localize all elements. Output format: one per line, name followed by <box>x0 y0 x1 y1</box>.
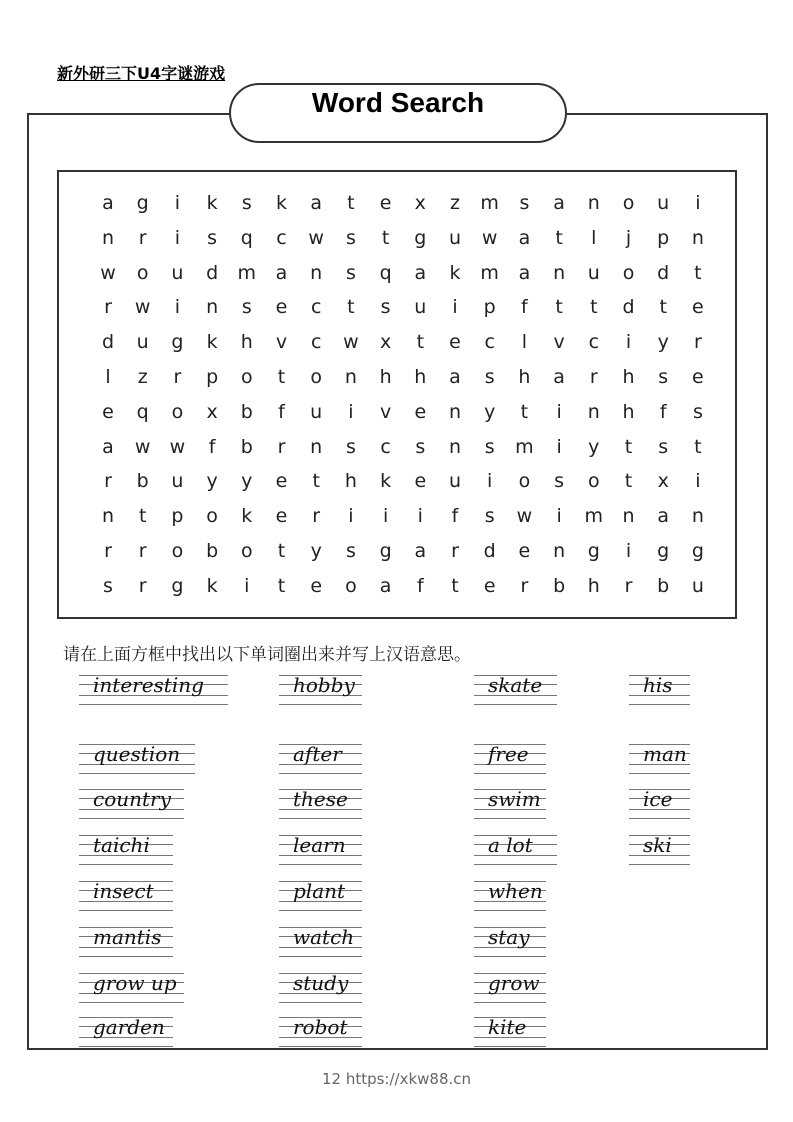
grid-letter: y <box>588 435 600 458</box>
vocab-word <box>279 831 362 867</box>
grid-letter: o <box>622 192 635 214</box>
grid-letter: e <box>483 574 496 597</box>
grid-letter: m <box>480 192 499 214</box>
grid-letter: i <box>556 400 562 423</box>
grid-letter: p <box>206 366 219 388</box>
grid-letter: u <box>310 400 323 423</box>
vocab-word-text: skate <box>488 673 543 697</box>
grid-letter: n <box>587 192 600 214</box>
vocab-word-text: learn <box>293 833 346 857</box>
grid-letter: d <box>622 296 635 319</box>
vocab-word-text: country <box>93 787 171 811</box>
grid-letter: w <box>481 226 498 249</box>
grid-letter: w <box>308 226 324 249</box>
grid-letter: e <box>692 296 704 319</box>
grid-letter: r <box>138 574 147 597</box>
grid-letter: f <box>208 435 216 458</box>
vocab-word-text: these <box>293 787 348 811</box>
grid-letter: v <box>553 331 565 354</box>
grid-letter: e <box>275 470 288 493</box>
vocab-word-text: man <box>643 742 687 766</box>
grid-letter: q <box>240 226 253 249</box>
vocab-word <box>474 923 546 959</box>
grid-letter: t <box>347 296 355 319</box>
word-search-grid <box>57 170 737 619</box>
grid-letter: e <box>692 366 704 388</box>
vocab-word-text: interesting <box>93 673 204 697</box>
vocab-word-text: taichi <box>93 833 150 857</box>
grid-letter: s <box>103 574 113 597</box>
grid-letter: e <box>518 540 531 562</box>
grid-letter: t <box>277 574 286 597</box>
grid-letter: m <box>584 505 604 528</box>
grid-letter: d <box>657 261 670 284</box>
vocab-word <box>474 969 546 1005</box>
grid-letter: n <box>448 435 462 458</box>
vocab-word <box>79 1013 173 1049</box>
grid-letter: o <box>206 505 218 528</box>
grid-letter: f <box>416 574 424 597</box>
vocab-word-text: swim <box>488 787 541 811</box>
grid-letter: i <box>382 505 389 528</box>
grid-letter: l <box>521 331 528 354</box>
grid-letter: h <box>622 400 635 423</box>
vocab-word-text: free <box>488 742 529 766</box>
grid-letter: a <box>553 366 565 388</box>
page-footer: 12 https://xkw88.cn <box>321 1070 472 1088</box>
grid-letter: o <box>518 470 531 493</box>
grid-letter: a <box>518 226 531 249</box>
grid-letter: t <box>277 366 286 388</box>
vocab-word <box>79 877 173 913</box>
grid-letter: t <box>555 296 563 319</box>
grid-letter: e <box>275 505 288 528</box>
grid-letter: h <box>379 366 392 388</box>
grid-letter: i <box>556 505 562 528</box>
grid-letter: s <box>484 505 495 528</box>
vocab-word-text: ice <box>643 787 673 811</box>
grid-letter: n <box>691 505 704 528</box>
grid-letter: i <box>244 574 250 597</box>
grid-letter: s <box>519 192 530 214</box>
vocab-word <box>474 740 546 776</box>
grid-letter: b <box>657 574 670 597</box>
grid-letter: r <box>589 366 598 388</box>
grid-letter: f <box>521 296 528 319</box>
grid-letter: l <box>591 226 597 249</box>
grid-letter: r <box>138 540 147 562</box>
grid-letter: i <box>174 192 181 214</box>
grid-letter: t <box>694 435 702 458</box>
grid-letter: h <box>344 470 357 493</box>
grid-letter: n <box>310 435 323 458</box>
grid-letter: g <box>171 331 184 354</box>
grid-letter: r <box>693 331 702 354</box>
grid-letter: n <box>553 261 566 284</box>
grid-letter: u <box>691 574 704 597</box>
grid-letter: r <box>520 574 529 597</box>
grid-letter: e <box>379 192 392 214</box>
grid-letter: g <box>171 574 184 597</box>
grid-letter: s <box>207 226 218 249</box>
grid-letter: x <box>379 331 392 354</box>
grid-letter: y <box>241 470 253 493</box>
grid-letter: g <box>414 226 427 249</box>
grid-letter: e <box>449 331 461 354</box>
grid-letter: o <box>171 400 184 423</box>
grid-letter: a <box>414 540 427 562</box>
grid-letter: s <box>415 435 426 458</box>
grid-letter: s <box>692 400 703 423</box>
grid-letter: c <box>310 331 322 354</box>
vocab-word <box>79 969 184 1005</box>
grid-letter: w <box>134 296 151 319</box>
title-banner <box>229 83 567 143</box>
grid-letter: o <box>587 470 600 493</box>
grid-letter: n <box>691 226 704 249</box>
grid-letter: r <box>104 470 112 493</box>
grid-letter: n <box>101 226 115 249</box>
grid-letter: a <box>102 435 114 458</box>
vocab-word-text: a lot <box>488 833 533 857</box>
vocab-word-text: after <box>293 742 342 766</box>
grid-letter: y <box>310 540 322 562</box>
grid-letter: r <box>277 435 286 458</box>
grid-letter: b <box>136 470 149 493</box>
grid-letter: s <box>484 435 495 458</box>
grid-letter: x <box>657 470 669 493</box>
grid-letter: t <box>520 400 529 423</box>
grid-letter: t <box>590 296 598 319</box>
grid-letter: q <box>136 400 149 423</box>
grid-letter: e <box>310 574 323 597</box>
grid-letter: r <box>624 574 633 597</box>
grid-letter: d <box>483 540 496 562</box>
grid-letter: z <box>450 192 460 214</box>
instruction-text: 请在上面方框中找出以下单词圈出来并写上汉语意思。 <box>63 645 471 665</box>
grid-letter: n <box>622 505 635 528</box>
grid-letter: c <box>276 226 287 249</box>
grid-letter: s <box>345 435 356 458</box>
grid-letter: x <box>414 192 426 214</box>
grid-letter: h <box>240 331 253 354</box>
grid-letter: s <box>241 192 252 214</box>
vocab-word-text: stay <box>488 925 530 949</box>
grid-letter: u <box>657 192 670 214</box>
grid-letter: u <box>587 261 600 284</box>
grid-letter: e <box>102 400 114 423</box>
grid-letter: j <box>625 226 632 249</box>
grid-letter: w <box>516 505 533 528</box>
grid-letter: e <box>414 400 427 423</box>
grid-letter: t <box>659 296 667 319</box>
grid-letter: u <box>448 470 462 493</box>
grid-letter: w <box>343 331 359 354</box>
vocab-word <box>279 969 362 1005</box>
grid-letter: i <box>695 470 701 493</box>
vocab-word <box>279 671 362 707</box>
grid-letter: o <box>240 540 253 562</box>
vocab-word <box>474 1013 546 1049</box>
vocab-word-text: study <box>293 971 349 995</box>
vocab-word <box>79 831 173 867</box>
grid-letter: z <box>137 366 148 388</box>
grid-letter: r <box>173 366 182 388</box>
grid-letter: s <box>345 261 356 284</box>
grid-letter: i <box>174 296 181 319</box>
grid-letter: g <box>657 540 670 562</box>
grid-letter: h <box>587 574 600 597</box>
grid-letter: f <box>278 400 285 423</box>
grid-letter: o <box>345 574 357 597</box>
grid-letter: f <box>659 400 667 423</box>
grid-letter: t <box>624 435 633 458</box>
grid-letter: h <box>622 366 635 388</box>
vocab-word <box>279 877 362 913</box>
vocab-word-text: insect <box>93 879 154 903</box>
grid-letter: y <box>657 331 669 354</box>
grid-letter: h <box>518 366 531 388</box>
grid-letter: i <box>556 435 562 458</box>
grid-letter: a <box>553 192 565 214</box>
vocab-word <box>474 877 546 913</box>
grid-letter: s <box>484 366 495 388</box>
grid-letter: k <box>380 470 392 493</box>
grid-letter: w <box>169 435 186 458</box>
vocab-word <box>79 671 228 707</box>
grid-letter: t <box>312 470 320 493</box>
grid-letter: r <box>312 505 321 528</box>
grid-letter: v <box>379 400 392 423</box>
grid-letter: s <box>380 296 391 319</box>
grid-letter: b <box>206 540 219 562</box>
vocab-word-text: hobby <box>293 673 355 697</box>
grid-letter: t <box>381 226 390 249</box>
grid-letter: y <box>484 400 496 423</box>
grid-letter: d <box>206 261 219 284</box>
grid-letter: k <box>275 192 287 214</box>
grid-letter: u <box>414 296 427 319</box>
grid-letter: r <box>104 296 112 319</box>
grid-letter: r <box>104 540 112 562</box>
grid-letter: t <box>138 505 147 528</box>
grid-letter: n <box>587 400 600 423</box>
vocab-word <box>79 740 195 776</box>
vocab-word <box>279 923 362 959</box>
vocab-word <box>279 785 362 821</box>
grid-letter: g <box>136 192 149 214</box>
grid-letter: n <box>101 505 115 528</box>
grid-letter: n <box>448 400 462 423</box>
grid-letter: r <box>138 226 147 249</box>
grid-letter: t <box>277 540 286 562</box>
grid-letter: a <box>414 261 427 284</box>
grid-letter: e <box>414 470 427 493</box>
grid-letter: t <box>451 574 459 597</box>
grid-letter: i <box>695 192 701 214</box>
vocab-word <box>474 671 557 707</box>
vocab-word-text: grow <box>488 971 540 995</box>
vocab-word <box>474 785 546 821</box>
vocab-word <box>629 740 690 776</box>
grid-letter: s <box>658 366 669 388</box>
grid-letter: i <box>625 331 632 354</box>
grid-letter: u <box>171 470 184 493</box>
grid-letter: a <box>449 366 461 388</box>
vocab-word <box>629 671 690 707</box>
grid-letter: s <box>658 435 669 458</box>
grid-letter: h <box>414 366 427 388</box>
grid-letter: i <box>348 400 354 423</box>
grid-letter: m <box>515 435 534 458</box>
grid-letter: i <box>174 226 181 249</box>
grid-letter: g <box>691 540 704 562</box>
grid-letter: u <box>136 331 149 354</box>
grid-letter: k <box>241 505 253 528</box>
grid-letter: o <box>622 261 635 284</box>
grid-letter: b <box>240 435 253 458</box>
grid-letter: p <box>483 296 496 319</box>
grid-letter: i <box>452 296 458 319</box>
grid-letter: m <box>237 261 257 284</box>
grid-letter: k <box>206 331 218 354</box>
grid-letter: g <box>587 540 600 562</box>
vocab-word-text: garden <box>93 1015 165 1039</box>
grid-letter: w <box>134 435 151 458</box>
grid-letter: r <box>451 540 459 562</box>
grid-letter: o <box>240 366 253 388</box>
vocab-word-text: kite <box>488 1015 527 1039</box>
vocab-word-text: watch <box>293 925 355 949</box>
grid-letter: q <box>379 261 392 284</box>
grid-letter: i <box>487 470 493 493</box>
vocab-word-text: grow up <box>93 971 177 995</box>
grid-letter: l <box>105 366 111 388</box>
grid-letter: t <box>416 331 425 354</box>
grid-letter: t <box>624 470 633 493</box>
document-title: 新外研三下U4字谜游戏 <box>57 64 226 83</box>
grid-letter: b <box>240 400 253 423</box>
grid-letter: o <box>171 540 184 562</box>
vocab-word-text: when <box>488 879 543 903</box>
vocab-word <box>279 740 362 776</box>
grid-letter: i <box>348 505 354 528</box>
grid-letter: n <box>344 366 357 388</box>
grid-letter: s <box>345 540 356 562</box>
grid-letter: i <box>417 505 423 528</box>
grid-letter: c <box>310 296 322 319</box>
grid-letter: v <box>275 331 288 354</box>
grid-letter: e <box>275 296 288 319</box>
grid-letter: c <box>588 331 600 354</box>
grid-letter: f <box>451 505 459 528</box>
vocab-word-text: ski <box>643 833 672 857</box>
grid-letter: t <box>555 226 563 249</box>
grid-letter: c <box>380 435 391 458</box>
grid-letter: a <box>102 192 114 214</box>
vocab-word <box>629 831 690 867</box>
grid-letter: y <box>206 470 218 493</box>
grid-letter: a <box>310 192 323 214</box>
grid-letter: p <box>657 226 670 249</box>
vocab-word-text: question <box>93 742 181 766</box>
grid-letter: n <box>310 261 323 284</box>
grid-letter: d <box>101 331 115 354</box>
vocab-word <box>279 1013 362 1049</box>
vocab-word <box>629 785 690 821</box>
vocab-word-text: mantis <box>93 925 162 949</box>
grid-letter: a <box>275 261 288 284</box>
grid-letter: g <box>379 540 392 562</box>
vocab-word-text: robot <box>293 1015 348 1039</box>
grid-letter: b <box>553 574 566 597</box>
grid-letter: w <box>100 261 116 284</box>
banner-title: Word Search <box>311 87 485 118</box>
grid-letter: x <box>206 400 218 423</box>
vocab-word <box>79 923 173 959</box>
vocab-word <box>474 831 557 867</box>
grid-letter: c <box>484 331 495 354</box>
grid-letter: u <box>448 226 462 249</box>
grid-letter: t <box>347 192 355 214</box>
grid-letter: o <box>136 261 149 284</box>
vocab-word <box>79 785 184 821</box>
grid-letter: s <box>554 470 565 493</box>
grid-letter: s <box>345 226 356 249</box>
grid-letter: a <box>518 261 531 284</box>
grid-letter: o <box>310 366 322 388</box>
grid-letter: n <box>553 540 566 562</box>
vocab-word-text: plant <box>293 879 346 903</box>
grid-letter: t <box>694 261 702 284</box>
grid-letter: n <box>206 296 219 319</box>
grid-letter: k <box>206 574 218 597</box>
grid-letter: a <box>379 574 392 597</box>
grid-letter: k <box>449 261 461 284</box>
grid-letter: a <box>657 505 670 528</box>
grid-letter: p <box>171 505 184 528</box>
grid-letter: i <box>625 540 632 562</box>
grid-letter: u <box>171 261 184 284</box>
grid-letter: k <box>206 192 218 214</box>
grid-letter: s <box>241 296 252 319</box>
grid-letter: m <box>480 261 499 284</box>
vocab-word-text: his <box>643 673 673 697</box>
